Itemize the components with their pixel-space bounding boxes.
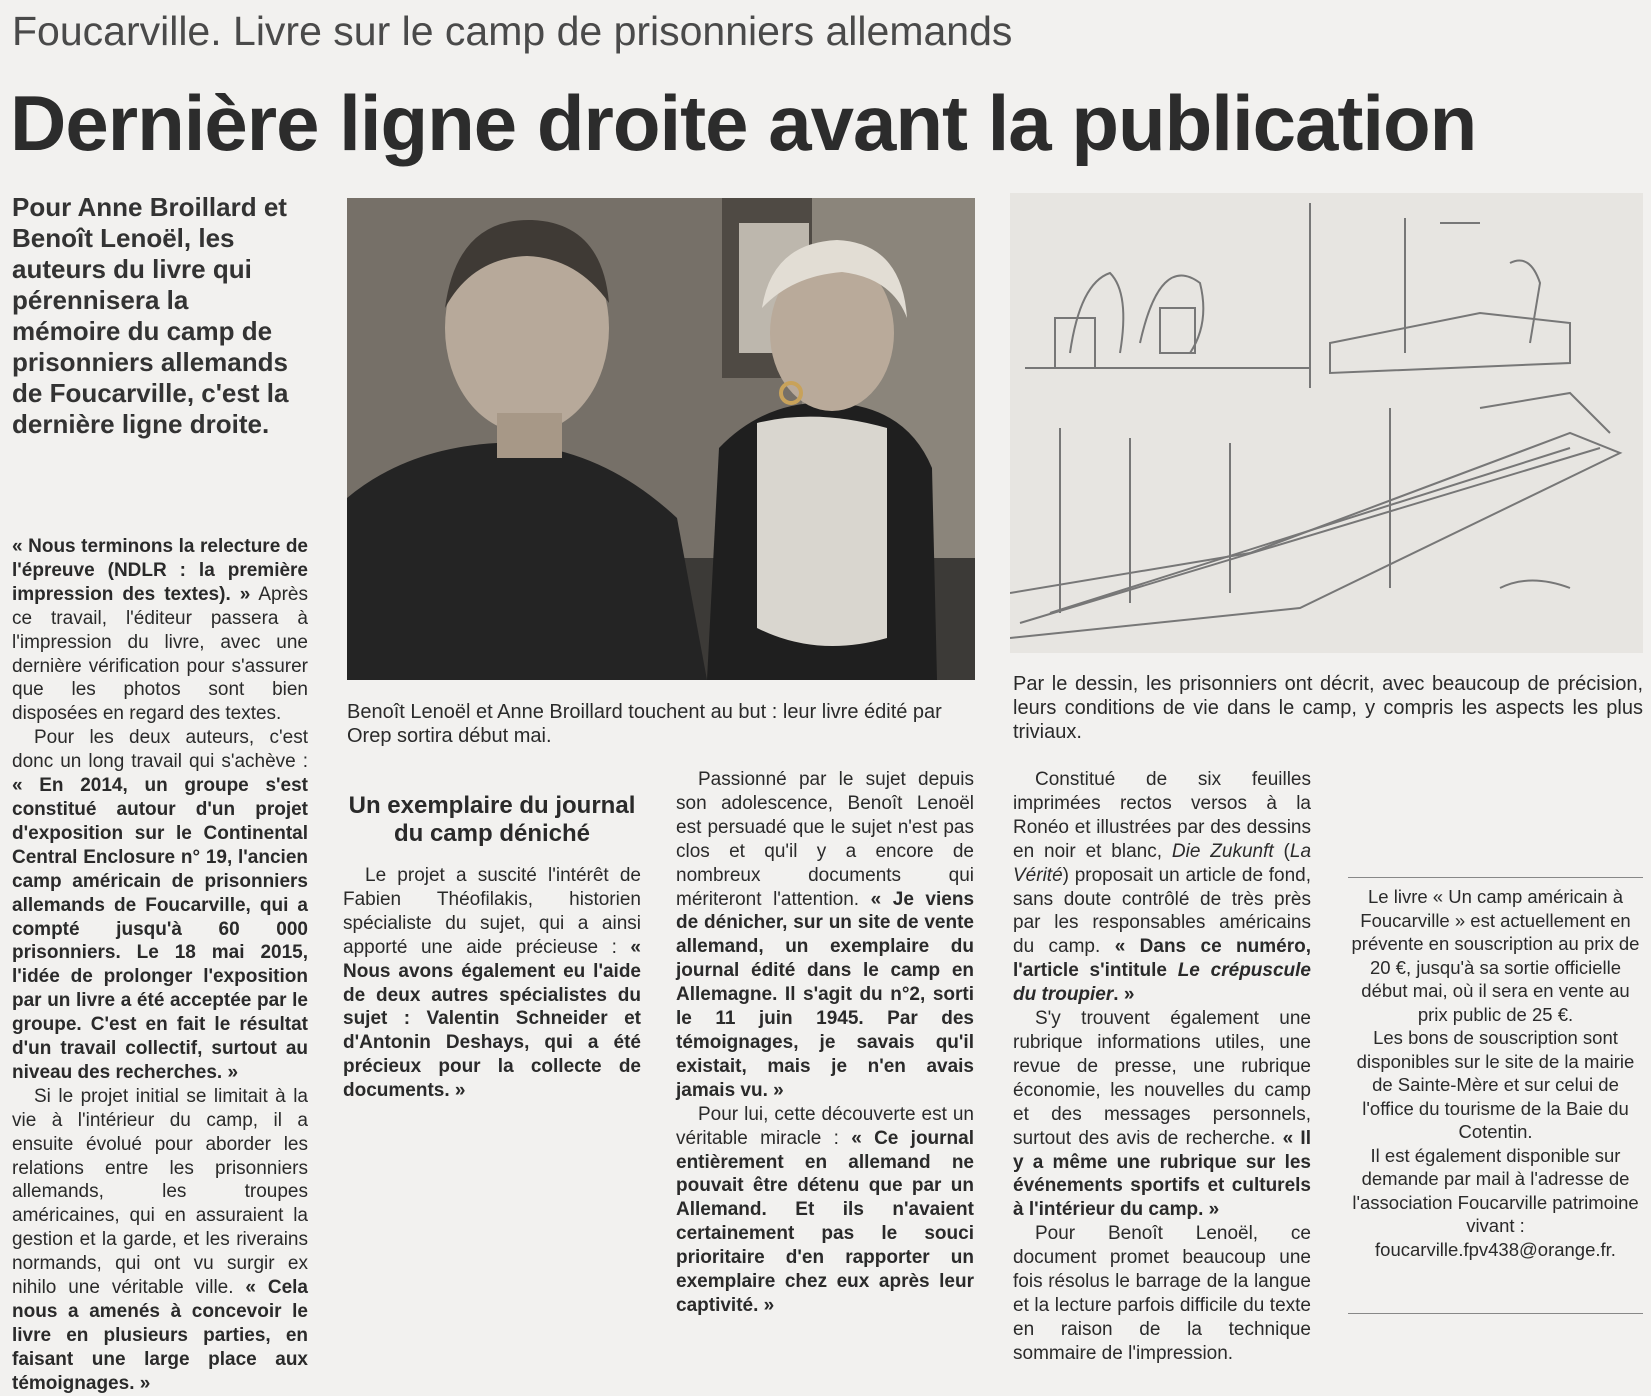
paragraph	[1013, 1007, 1311, 1222]
infobox-text: Il est également disponible sur demande par mail à l'adresse de l'association Foucarville patrimoine vivant : foucarville.fpv438@orange.fr.	[1352, 1144, 1639, 1260]
paragraph	[676, 768, 974, 1103]
paragraph	[676, 1103, 974, 1318]
article-kicker: Foucarville. Livre sur le camp de prisonniers allemands	[12, 8, 1013, 54]
quote-bold: « Nous terminons la relecture de l'épreuve (NDLR : la première impression des textes). »	[12, 536, 308, 605]
infobox-rule-top	[1348, 877, 1643, 878]
photo-caption: Benoît Lenoël et Anne Broillard touchent au but : leur livre édité par Orep sortira début mai.	[347, 701, 942, 747]
text: Pour lui, cette découverte est un véritable miracle :	[676, 1103, 974, 1149]
article-headline: Dernière ligne droite avant la publication	[10, 79, 1477, 167]
paragraph	[12, 535, 308, 726]
text: Le projet a suscité l'intérêt de Fabien Théofilakis, historien spécialiste du sujet, qui a ainsi apporté une aide précieuse :	[343, 865, 641, 958]
text: Pour les deux auteurs, c'est donc un long travail qui s'achève :	[12, 727, 308, 773]
body-column-2	[343, 768, 641, 1103]
text: Après ce travail, l'éditeur passera à l'impression du livre, avec une dernière vérification pour s'assurer que les photos sont bien disposées en regard des textes.	[12, 583, 308, 725]
newspaper-title-translation: La Vérité	[1013, 840, 1312, 886]
article-subhead: Un exemplaire du journal du camp déniché	[348, 792, 636, 847]
infobox-text: Les bons de souscription sont disponibles sur le site de la mairie de Sainte-Mère et sur celui de l'office du tourisme de la Baie du Cotentin.	[1356, 1027, 1635, 1142]
prisoner-drawing-illustration	[1010, 193, 1643, 653]
quote-bold: . »	[1113, 984, 1135, 1006]
infobox-text: Le livre « Un camp américain à Foucarville » est actuellement en prévente en souscription au prix de 20 €, jusqu'à sa sortie officielle début mai, où il sera en vente au prix public de 25 €.	[1351, 886, 1640, 1025]
body-column-3	[676, 768, 974, 1318]
quote-bold: « Nous avons également eu l'aide de deux autres spécialistes du sujet : Valentin Schneider et d'Antonin Deshays, qui a été précieux pour la collecte de documents. »	[343, 936, 641, 1102]
paragraph	[1013, 768, 1311, 1007]
paragraph	[1013, 1222, 1311, 1365]
authors-photo	[347, 198, 975, 680]
article-lead: Pour Anne Broillard et Benoît Lenoël, les auteurs du livre qui pérennisera la mémoire du camp de prisonniers allemands de Foucarville, c'est la dernière ligne droite.	[12, 192, 289, 439]
article-title: Le crépuscule du troupier	[1013, 960, 1311, 1006]
body-column-1	[12, 535, 308, 1396]
text: ) proposait un article de fond, sans doute contrôlé de très près par les responsables américains du camp.	[1013, 864, 1311, 958]
paragraph	[12, 1085, 308, 1396]
quote-bold: « Je viens de dénicher, sur un site de vente allemand, un exemplaire du journal édité dans le camp en Allemagne. Il s'agit du n°2, sorti le 11 juin 1945. Par des témoignages, je savais qu'il existait, mais je n'en avais jamais vu. »	[676, 888, 975, 1101]
paragraph	[343, 864, 641, 1103]
quote-bold: « Dans ce numéro, l'article s'intitule	[1013, 936, 1312, 982]
authors-photo-illustration	[347, 198, 975, 680]
quote-bold: « En 2014, un groupe s'est constitué autour d'un projet d'exposition sur le Continental Central Enclosure n° 19, l'ancien camp américain de prisonniers allemands de Foucarville, qui a compté jusqu'à 60 000 prisonniers. Le 18 mai 2015, l'idée de prolonger l'exposition par un livre a été acceptée par le groupe. C'est en fait le résultat d'un travail collectif, surtout au niveau des recherches. »	[12, 775, 308, 1083]
quote-bold: « Ce journal entièrement en allemand ne pouvait être détenu que par un Allemand. Et ils n'avaient certainement pas le souci prioritaire d'en rapporter un exemplaire chez eux après leur captivité. »	[676, 1127, 974, 1316]
text: (	[1273, 840, 1290, 862]
body-column-4	[1013, 768, 1311, 1366]
drawing-caption: Par le dessin, les prisonniers ont décrit, avec beaucoup de précision, leurs conditions de vie dans le camp, y compris les aspects les plus triviaux.	[1013, 673, 1643, 743]
text: Constitué de six feuilles imprimées rectos versos à la Ronéo et illustrées par des dessins en noir et blanc,	[1013, 769, 1311, 862]
newspaper-title: Die Zukunft	[1171, 840, 1274, 862]
quote-bold: « Cela nous a amenés à concevoir le livre en plusieurs parties, en faisant une large place aux témoignages. »	[12, 1277, 308, 1394]
quote-bold: « Il y a même une rubrique sur les événements sportifs et culturels à l'intérieur du camp. »	[1013, 1127, 1311, 1221]
subscription-infobox	[1348, 885, 1643, 1261]
infobox-rule-bottom	[1348, 1313, 1643, 1314]
text: S'y trouvent également une rubrique informations utiles, une revue de presse, une rubrique économie, les nouvelles du camp et des messages personnels, surtout des avis de recherche.	[1013, 1008, 1311, 1149]
paragraph	[12, 726, 308, 1085]
text: Passionné par le sujet depuis son adolescence, Benoît Lenoël est persuadé que le sujet n'est pas clos et qu'il y a encore de nombreux documents qui mériteront l'attention.	[676, 769, 974, 910]
text: Pour Benoît Lenoël, ce document promet beaucoup une fois résolus le barrage de la langue et la lecture parfois difficile du texte en raison de la technique sommaire de l'impression.	[1013, 1223, 1311, 1364]
prisoner-drawing	[1010, 193, 1643, 653]
text: Si le projet initial se limitait à la vie à l'intérieur du camp, il a ensuite évolué pour aborder les relations entre les prisonniers allemands, les troupes américaines, qui en assuraient la gestion et la garde, et les riverains normands, qui ont vu surgir ex nihilo une véritable ville.	[12, 1085, 308, 1299]
